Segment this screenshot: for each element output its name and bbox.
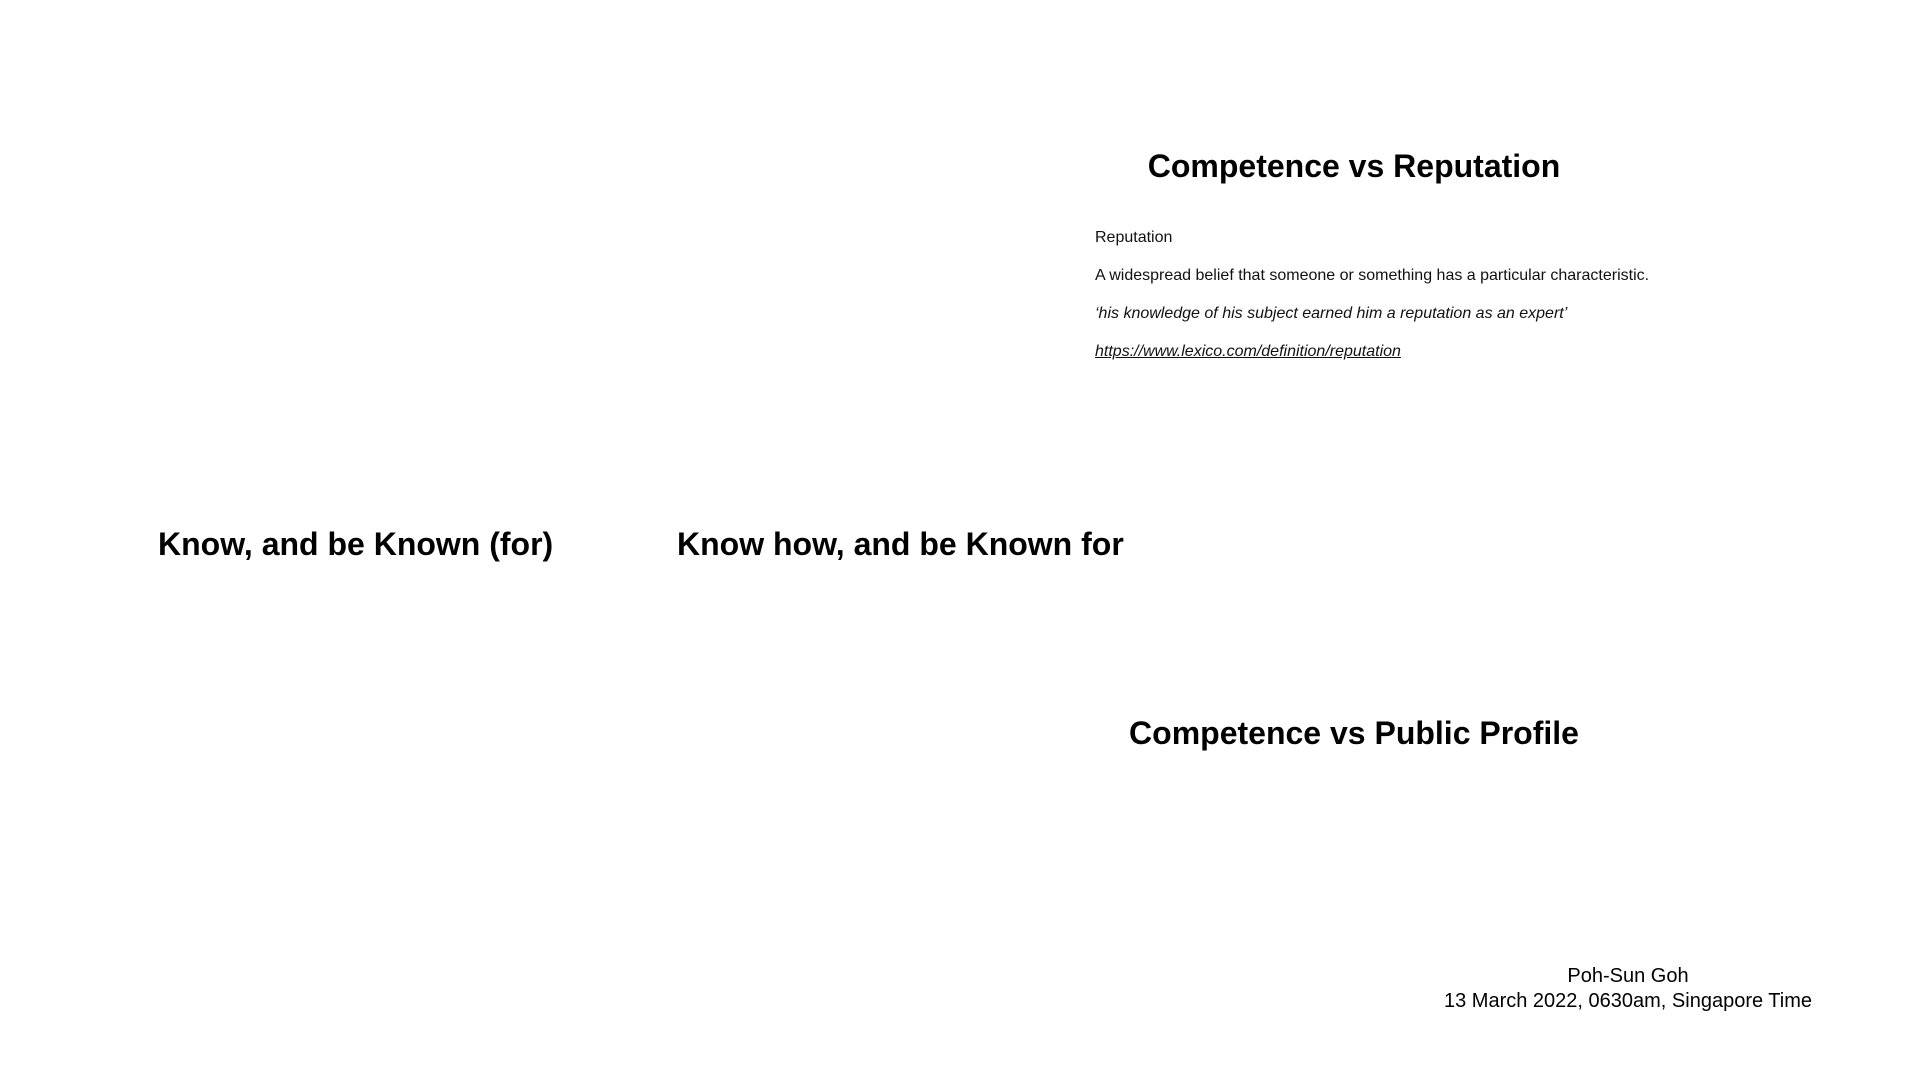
- definition-block: [1095, 228, 1815, 380]
- signature-author: Poh-Sun Goh: [1567, 965, 1689, 987]
- signature: [1444, 964, 1812, 1014]
- signature-date: 13 March 2022, 0630am, Singapore Time: [1444, 990, 1812, 1012]
- heading-competence-vs-reputation: Competence vs Reputation: [1147, 148, 1561, 184]
- heading-know-and-be-known: Know, and be Known (for): [158, 526, 554, 562]
- heading-know-how-and-be-known: Know how, and be Known for: [677, 526, 1124, 562]
- heading-competence-vs-public-profile: Competence vs Public Profile: [1129, 715, 1579, 751]
- definition-source-link[interactable]: https://www.lexico.com/definition/reputation: [1095, 343, 1401, 360]
- definition-meaning: A widespread belief that someone or something has a particular characteristic.: [1095, 267, 1650, 284]
- definition-source: [1095, 342, 1815, 362]
- definition-term: Reputation: [1095, 229, 1173, 246]
- definition-example: ‘his knowledge of his subject earned him a reputation as an expert’: [1095, 305, 1568, 322]
